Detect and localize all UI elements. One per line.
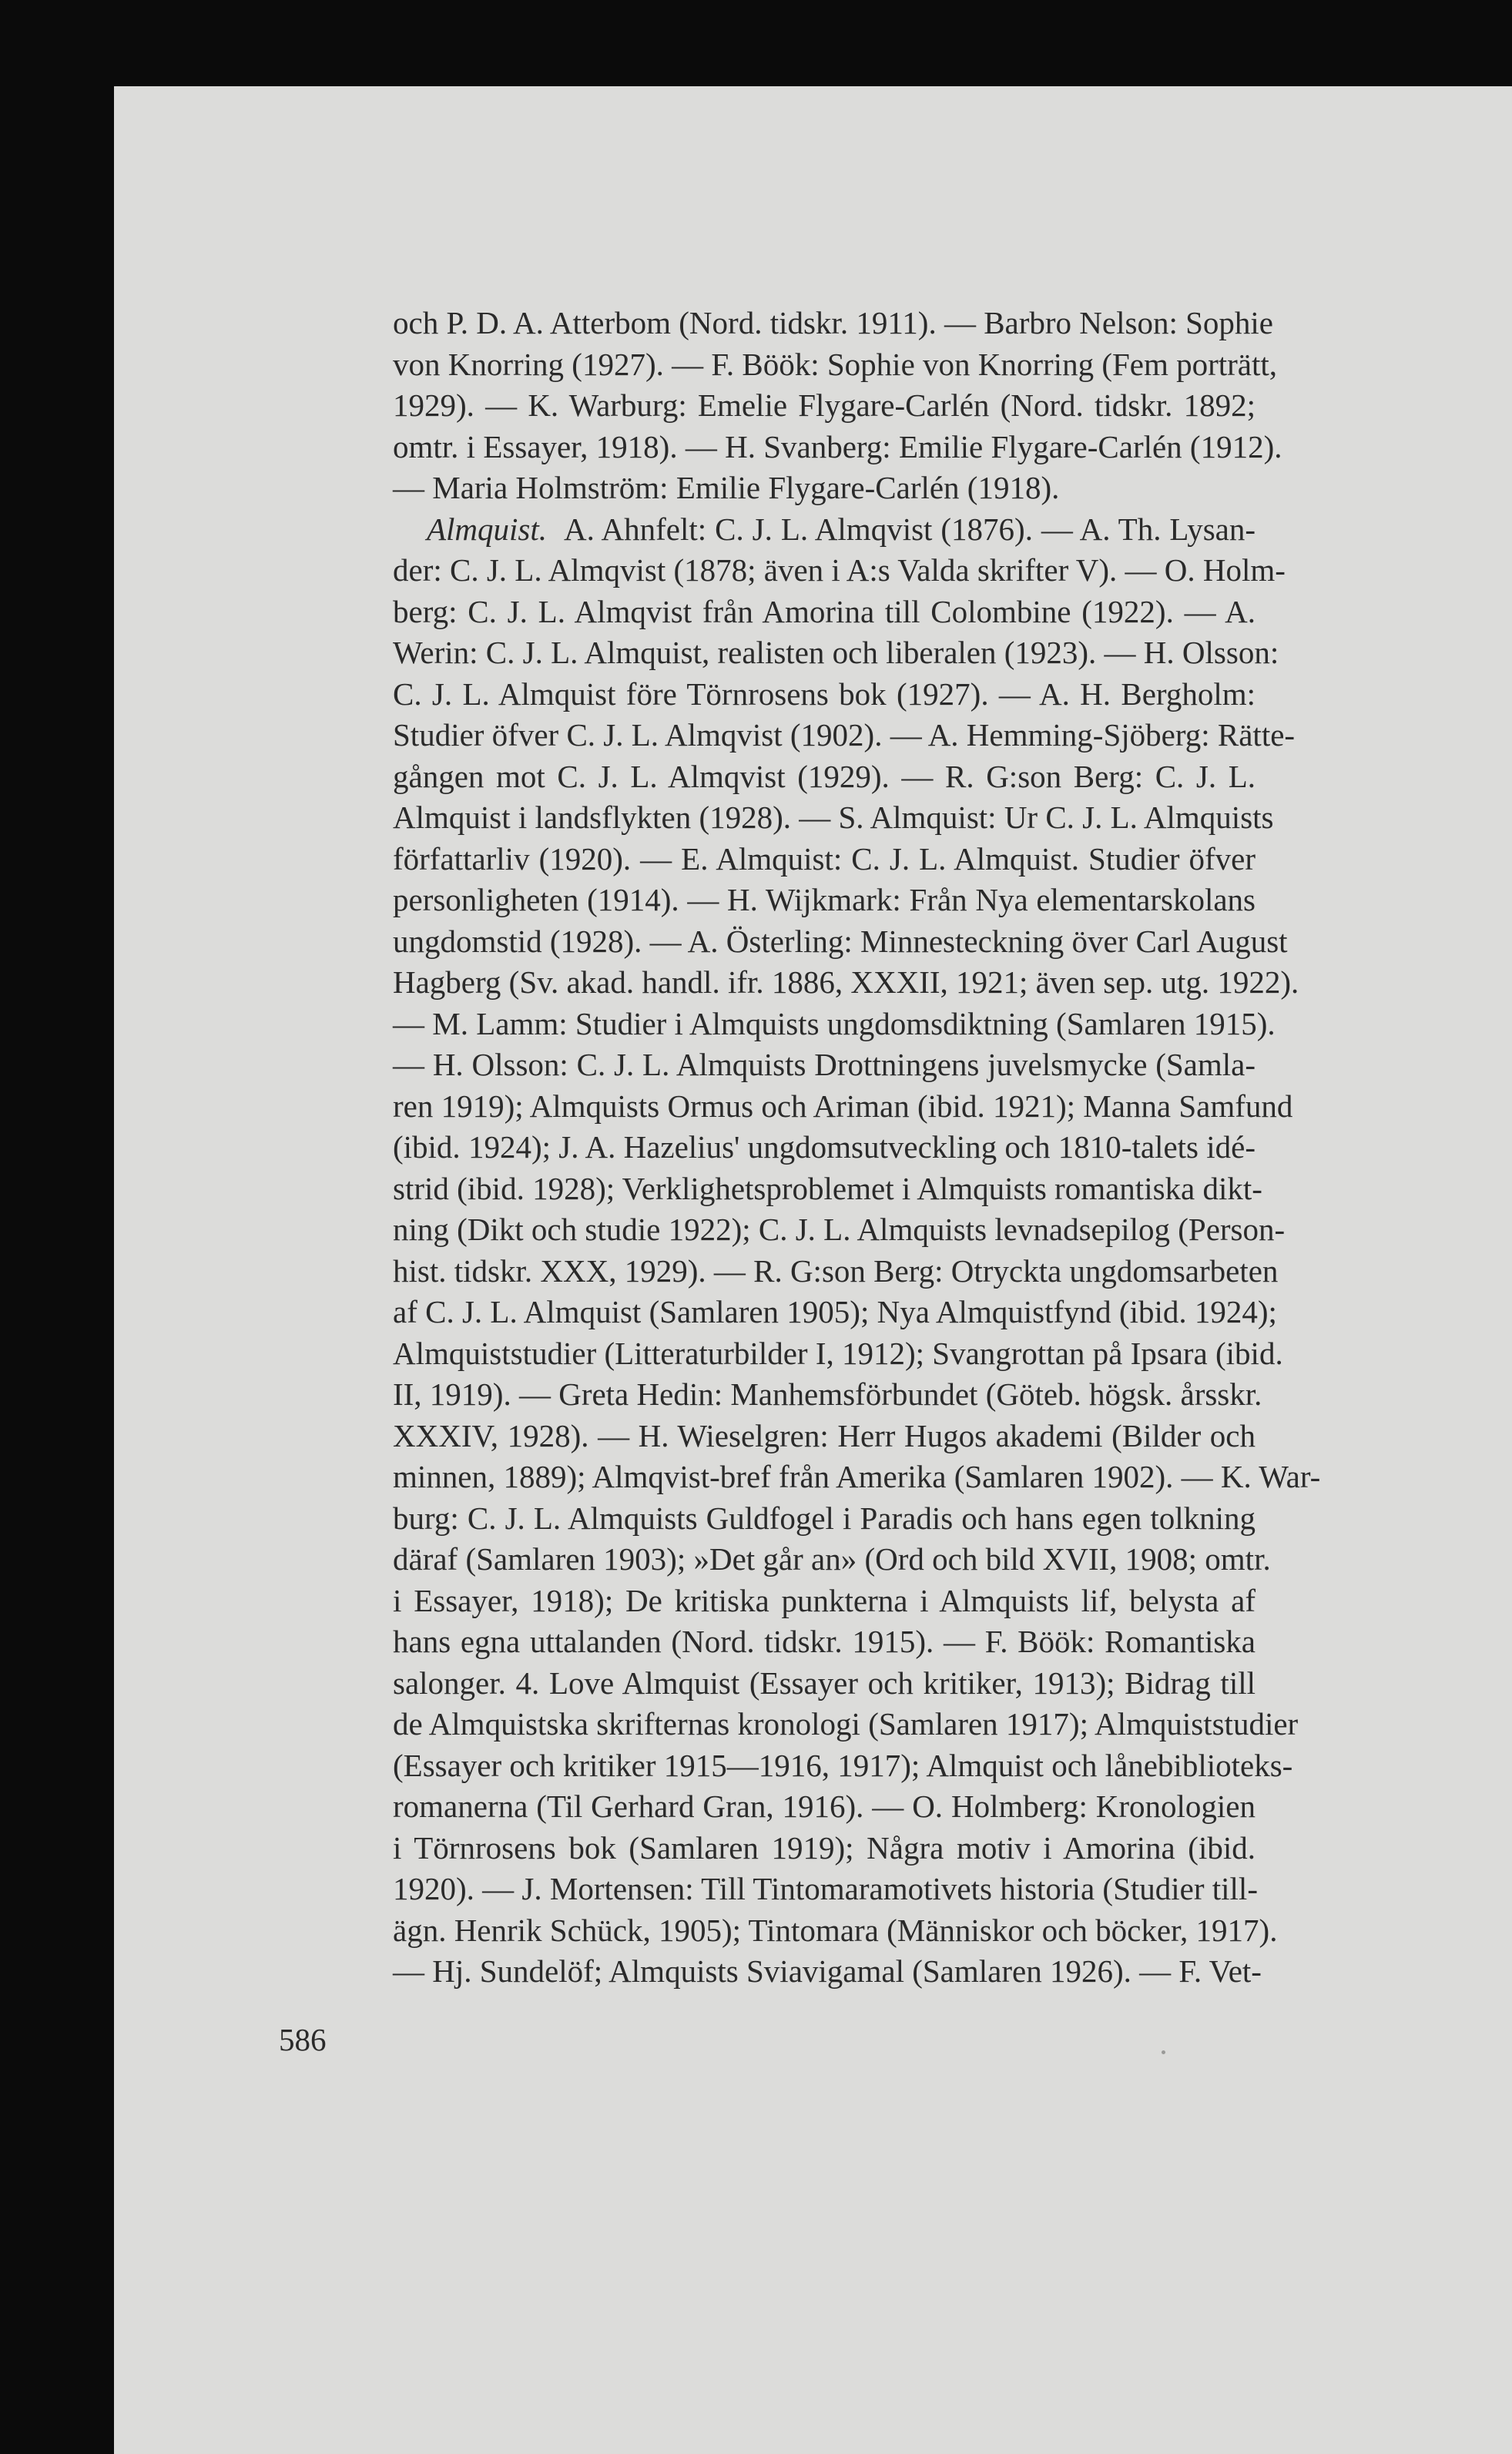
text-line: gången mot C. J. L. Almqvist (1929). — R. G:son Berg: C. J. L. bbox=[393, 758, 1256, 794]
text-line: Almquist i landsflykten (1928). — S. Almquist: Ur C. J. L. Almquists bbox=[393, 800, 1274, 835]
text-line: XXXIV, 1928). — H. Wieselgren: Herr Hugos akademi (Bilder och bbox=[393, 1417, 1256, 1453]
text-line: 1929). — K. Warburg: Emelie Flygare-Carlén (Nord. tidskr. 1892; bbox=[393, 387, 1256, 423]
text-line: romanerna (Til Gerhard Gran, 1916). — O. Holmberg: Kronologien bbox=[393, 1789, 1256, 1824]
text-line: de Almquistska skrifternas kronologi (Samlaren 1917); Almquiststudier bbox=[393, 1706, 1299, 1742]
section-line bbox=[393, 509, 1256, 551]
text-line: ungdomstid (1928). — A. Österling: Minnesteckning över Carl August bbox=[393, 923, 1288, 959]
text-line: ägn. Henrik Schück, 1905); Tintomara (Människor och böcker, 1917). bbox=[393, 1912, 1278, 1948]
text-line: omtr. i Essayer, 1918). — H. Svanberg: Emilie Flygare-Carlén (1912). bbox=[393, 428, 1282, 464]
paper-speck bbox=[1162, 2050, 1165, 2054]
text-line: — H. Olsson: C. J. L. Almquists Drottningens juvelsmycke (Samla- bbox=[393, 1047, 1256, 1082]
text-line: — Hj. Sundelöf; Almquists Sviavigamal (Samlaren 1926). — F. Vet- bbox=[393, 1953, 1262, 1989]
text-line: strid (ibid. 1928); Verklighetsproblemet i Almquists romantiska dikt- bbox=[393, 1170, 1262, 1206]
text-line: 1920). — J. Mortensen: Till Tintomaramotivets historia (Studier till- bbox=[393, 1871, 1258, 1906]
text-line: minnen, 1889); Almqvist-bref från Amerika (Samlaren 1902). — K. War- bbox=[393, 1459, 1321, 1494]
text-line: ning (Dikt och studie 1922); C. J. L. Almquists levnadsepilog (Person- bbox=[393, 1212, 1286, 1247]
text-line: däraf (Samlaren 1903); »Det går an» (Ord och bild XVII, 1908; omtr. bbox=[393, 1541, 1271, 1577]
text-line: der: C. J. L. Almqvist (1878; även i A:s Valda skrifter V). — O. Holm- bbox=[393, 552, 1286, 588]
text-line: Studier öfver C. J. L. Almqvist (1902). — A. Hemming-Sjöberg: Rätte- bbox=[393, 717, 1296, 753]
text-line: af C. J. L. Almquist (Samlaren 1905); Nya Almquistfynd (ibid. 1924); bbox=[393, 1294, 1277, 1329]
text-line: burg: C. J. L. Almquists Guldfogel i Paradis och hans egen tolkning bbox=[393, 1500, 1256, 1536]
page-number: 586 bbox=[279, 2022, 327, 2057]
bibliography-text bbox=[393, 303, 1321, 1993]
text-line: Almquiststudier (Litteraturbilder I, 1912); Svangrottan på Ipsara (ibid. bbox=[393, 1335, 1283, 1371]
text-line: Werin: C. J. L. Almquist, realisten och liberalen (1923). — H. Olsson: bbox=[393, 635, 1279, 670]
text-line: — Maria Holmström: Emilie Flygare-Carlén (1918). bbox=[393, 470, 1060, 505]
section-heading: Almquist. bbox=[427, 511, 548, 547]
text-line: berg: C. J. L. Almqvist från Amorina till Colombine (1922). — A. bbox=[393, 593, 1256, 629]
text-line: hans egna uttalanden (Nord. tidskr. 1915). — F. Böök: Romantiska bbox=[393, 1624, 1256, 1659]
text-line: ren 1919); Almquists Ormus och Ariman (ibid. 1921); Manna Samfund bbox=[393, 1088, 1293, 1124]
text-line: i Törnrosens bok (Samlaren 1919); Några motiv i Amorina (ibid. bbox=[393, 1829, 1256, 1866]
text-line: II, 1919). — Greta Hedin: Manhemsförbundet (Göteb. högsk. årsskr. bbox=[393, 1376, 1262, 1412]
text-line: C. J. L. Almquist före Törnrosens bok (1927). — A. H. Bergholm: bbox=[393, 676, 1256, 712]
text-line: A. Ahnfelt: C. J. L. Almqvist (1876). — A. Th. Lysan- bbox=[563, 511, 1256, 547]
text-line: personligheten (1914). — H. Wijkmark: Från Nya elementarskolans bbox=[393, 882, 1256, 917]
text-line: salonger. 4. Love Almquist (Essayer och kritiker, 1913); Bidrag till bbox=[393, 1664, 1256, 1701]
text-line: Hagberg (Sv. akad. handl. ifr. 1886, XXXII, 1921; även sep. utg. 1922). bbox=[393, 964, 1299, 1000]
scanned-page bbox=[114, 86, 1512, 2454]
text-line: (ibid. 1924); J. A. Hazelius' ungdomsutveckling och 1810-talets idé- bbox=[393, 1129, 1256, 1165]
text-line: — M. Lamm: Studier i Almquists ungdomsdiktning (Samlaren 1915). bbox=[393, 1005, 1276, 1041]
text-line: författarliv (1920). — E. Almquist: C. J. L. Almquist. Studier öfver bbox=[393, 840, 1256, 877]
text-line: och P. D. A. Atterbom (Nord. tidskr. 1911). — Barbro Nelson: Sophie bbox=[393, 305, 1273, 340]
text-line: hist. tidskr. XXX, 1929). — R. G:son Berg: Otryckta ungdomsarbeten bbox=[393, 1252, 1279, 1289]
text-line: i Essayer, 1918); De kritiska punkterna i Almquists lif, belysta af bbox=[393, 1582, 1256, 1618]
text-line: (Essayer och kritiker 1915—1916, 1917); Almquist och lånebiblioteks- bbox=[393, 1747, 1293, 1783]
text-line: von Knorring (1927). — F. Böök: Sophie von Knorring (Fem porträtt, bbox=[393, 346, 1278, 382]
